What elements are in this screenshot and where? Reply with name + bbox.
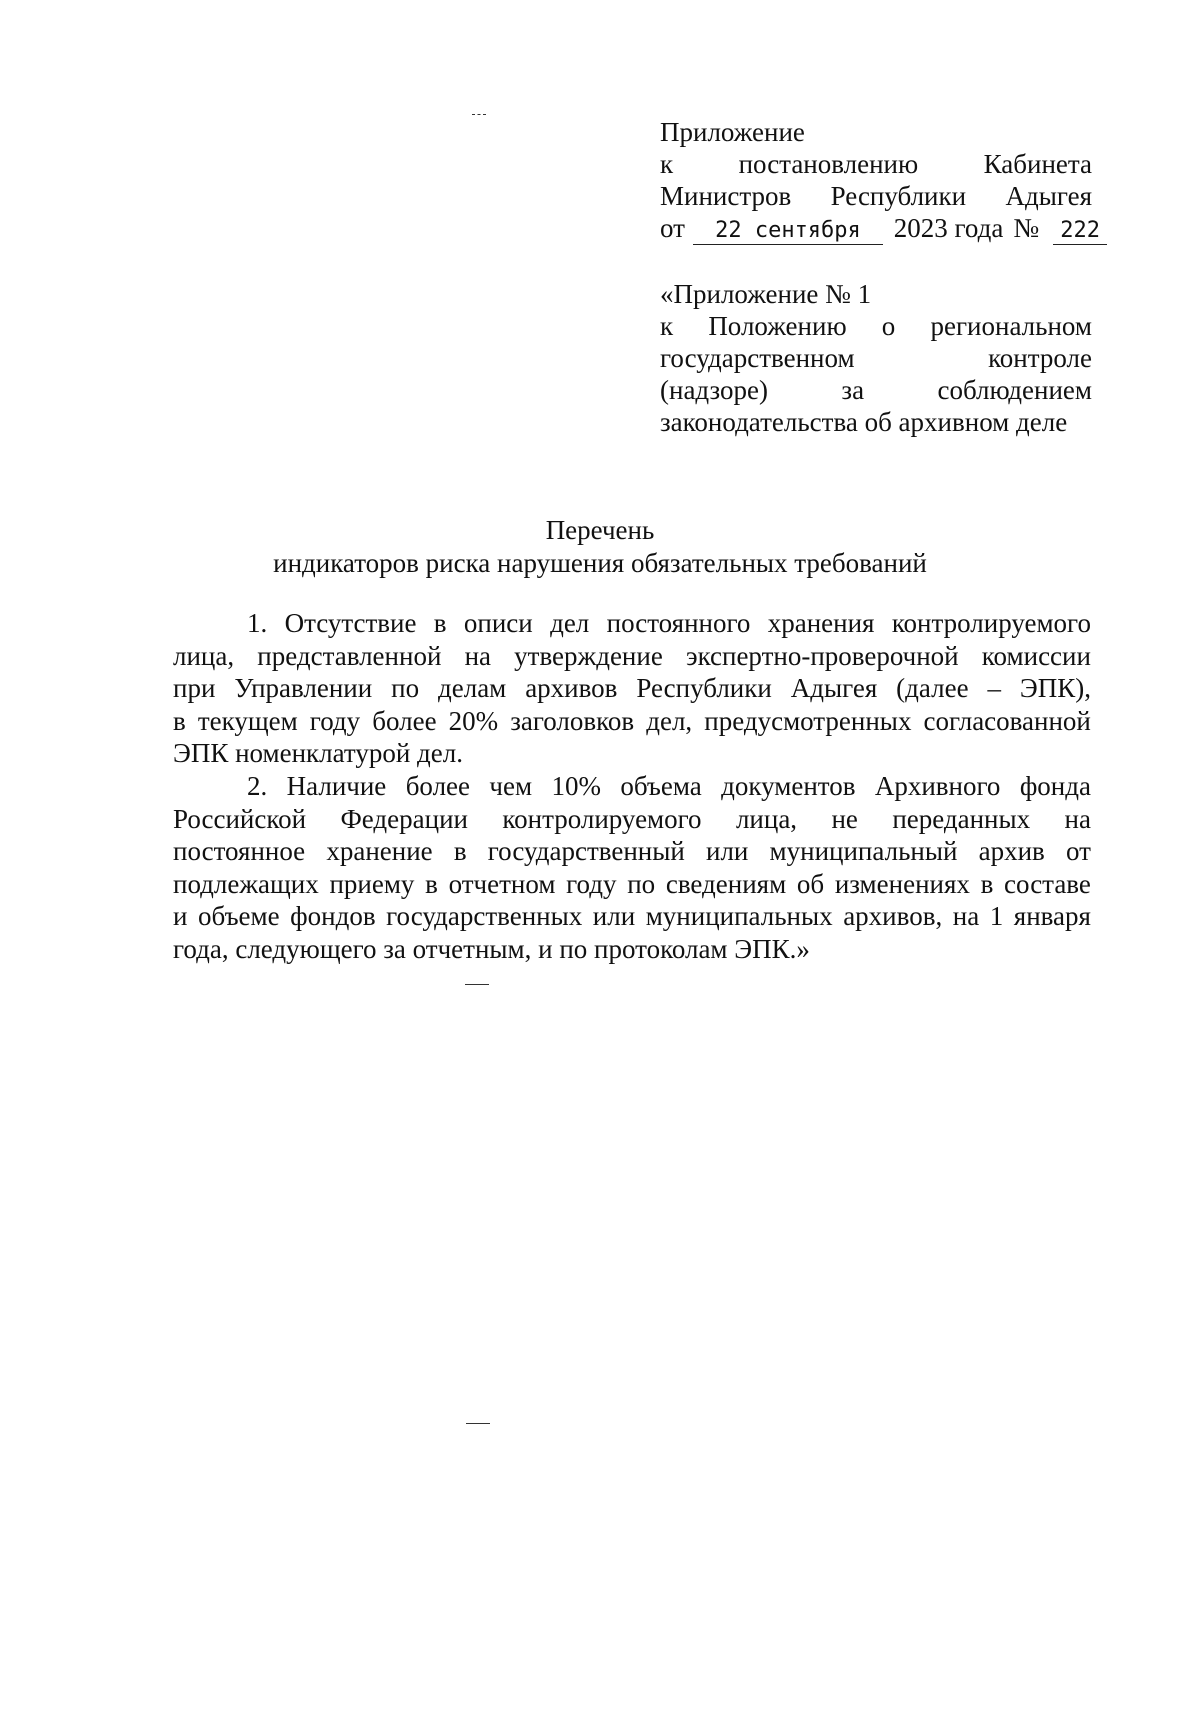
word: на bbox=[464, 640, 491, 671]
word: заголовков bbox=[510, 705, 635, 736]
word: не bbox=[831, 803, 858, 834]
word: 1. bbox=[247, 608, 268, 638]
word: хранения bbox=[767, 608, 875, 638]
word: о bbox=[881, 311, 896, 341]
word: при bbox=[173, 673, 216, 703]
word: описи bbox=[463, 608, 533, 638]
word: об bbox=[796, 868, 825, 899]
word: постановлению bbox=[738, 149, 919, 179]
word: Адыгея bbox=[790, 673, 878, 703]
paragraph-1-line-2 bbox=[173, 640, 1091, 673]
word: (надзоре) bbox=[660, 375, 768, 405]
paragraph-1-line-5: ЭПК номенклатурой дел. bbox=[173, 738, 463, 768]
word: от bbox=[1065, 836, 1091, 866]
word: объема bbox=[620, 771, 702, 801]
appendix-sub-line-1: «Приложение № 1 bbox=[660, 279, 872, 309]
word: контролируемого bbox=[502, 803, 702, 834]
appendix-header-line-4 bbox=[660, 212, 1100, 245]
word: более bbox=[405, 771, 471, 801]
word: архивов, bbox=[843, 901, 943, 931]
word: региональном bbox=[930, 311, 1092, 341]
number-fill-field: 222 bbox=[1053, 218, 1107, 245]
word: постоянное bbox=[173, 836, 306, 866]
word: более bbox=[372, 705, 437, 736]
word: фонда bbox=[1019, 771, 1091, 801]
word: 2. bbox=[247, 771, 268, 801]
word: предусмотренных bbox=[704, 705, 912, 736]
appendix-sub-line-2 bbox=[660, 310, 1092, 342]
word: к bbox=[660, 149, 674, 179]
document-subtitle: индикаторов риска нарушения обязательных требований bbox=[273, 548, 927, 578]
word: государственном bbox=[660, 343, 855, 373]
paragraph-2-line-6: года, следующего за отчетным, и по протоколам ЭПК.» bbox=[173, 933, 810, 964]
word: или bbox=[706, 836, 749, 866]
word: постоянного bbox=[606, 608, 751, 638]
word: Адыгея bbox=[1005, 181, 1092, 211]
paragraph-2-line-1 bbox=[173, 770, 1091, 803]
word: муниципальный bbox=[769, 836, 958, 866]
word: – bbox=[987, 673, 1001, 703]
word: по bbox=[627, 868, 656, 899]
word: Министров bbox=[660, 181, 792, 211]
word: изменениях bbox=[834, 868, 970, 899]
word: за bbox=[841, 375, 865, 405]
word: 10% bbox=[551, 771, 601, 801]
appendix-sub-line-3 bbox=[660, 342, 1092, 374]
word: Положению bbox=[708, 311, 847, 341]
word: Кабинета bbox=[983, 149, 1092, 179]
paragraph-2-line-5 bbox=[173, 900, 1091, 933]
word: экспертно-проверочной bbox=[685, 640, 959, 671]
word: делам bbox=[438, 673, 507, 703]
word: дел, bbox=[646, 705, 693, 736]
word: (далее bbox=[896, 673, 969, 703]
paragraph-1 bbox=[173, 607, 1091, 770]
word: представленной bbox=[257, 640, 442, 671]
paragraph-2-line-2 bbox=[173, 803, 1091, 836]
word: соблюдением bbox=[937, 375, 1092, 405]
paragraph-2-line-3 bbox=[173, 835, 1091, 868]
word: Наличие bbox=[286, 771, 387, 801]
word: утверждение bbox=[514, 640, 663, 671]
appendix-header-block bbox=[660, 116, 1100, 245]
scan-mark-middle bbox=[465, 984, 489, 985]
date-prefix: от bbox=[660, 213, 685, 243]
word: лица, bbox=[173, 640, 235, 671]
word: году bbox=[566, 868, 617, 899]
word: или bbox=[592, 901, 636, 931]
appendix-sub-line-4 bbox=[660, 374, 1092, 406]
word: архивов bbox=[525, 673, 618, 703]
word: Федерации bbox=[340, 803, 468, 834]
word: приему bbox=[329, 868, 415, 899]
word: согласованной bbox=[923, 705, 1091, 736]
word: году bbox=[309, 705, 361, 736]
appendix-header-line-3 bbox=[660, 180, 1092, 212]
word: отчетном bbox=[448, 868, 556, 899]
word: 1 bbox=[989, 901, 1004, 931]
word: Республики bbox=[830, 181, 967, 211]
word: текущем bbox=[197, 705, 298, 736]
word: Архивного bbox=[874, 771, 1001, 801]
word: на bbox=[1064, 803, 1091, 834]
paragraph-1-line-1 bbox=[173, 607, 1091, 640]
word: подлежащих bbox=[173, 868, 319, 899]
word: Отсутствие bbox=[284, 608, 417, 638]
word: в bbox=[173, 705, 186, 736]
word: Республики bbox=[636, 673, 772, 703]
word: чем bbox=[489, 771, 533, 801]
scan-mark-top bbox=[472, 114, 486, 115]
word: по bbox=[391, 673, 420, 703]
word: в bbox=[433, 608, 447, 638]
word: переданных bbox=[892, 803, 1031, 834]
word: муниципальных bbox=[645, 901, 833, 931]
word: контролируемого bbox=[891, 608, 1091, 638]
appendix-sub-block bbox=[660, 278, 1092, 438]
word: 20% bbox=[448, 705, 499, 736]
word: к bbox=[660, 311, 674, 341]
paragraph-2-line-4 bbox=[173, 868, 1091, 901]
paragraph-1-line-4 bbox=[173, 705, 1091, 738]
word: составе bbox=[1004, 868, 1091, 899]
year-text: 2023 года bbox=[893, 213, 1004, 243]
word: Российской bbox=[173, 803, 307, 834]
scan-mark-bottom bbox=[466, 1423, 490, 1424]
word: и bbox=[173, 901, 188, 931]
word: Управлении bbox=[234, 673, 373, 703]
word: государственных bbox=[386, 901, 583, 931]
paragraph-1-line-3 bbox=[173, 672, 1091, 705]
word: хранение bbox=[326, 836, 433, 866]
word: в bbox=[980, 868, 994, 899]
word: января bbox=[1013, 901, 1091, 931]
appendix-sub-line-5: законодательства об архивном деле bbox=[660, 407, 1068, 437]
word: ЭПК), bbox=[1019, 673, 1091, 703]
word: в bbox=[425, 868, 438, 899]
word: комиссии bbox=[981, 640, 1091, 671]
word: контроле bbox=[988, 343, 1092, 373]
word: на bbox=[952, 901, 980, 931]
appendix-header-line-2 bbox=[660, 148, 1092, 180]
word: архив bbox=[978, 836, 1045, 866]
word: лица, bbox=[735, 803, 798, 834]
word: в bbox=[453, 836, 467, 866]
word: фондов bbox=[290, 901, 376, 931]
word: объеме bbox=[198, 901, 280, 931]
word: дел bbox=[550, 608, 590, 638]
date-fill-field: 22 сентября bbox=[693, 218, 883, 245]
word: документов bbox=[721, 771, 856, 801]
appendix-header-line-1: Приложение bbox=[660, 117, 805, 147]
number-sign: № bbox=[1013, 213, 1040, 243]
word: государственный bbox=[487, 836, 685, 866]
document-title: Перечень bbox=[545, 515, 655, 545]
paragraph-2 bbox=[173, 770, 1091, 965]
word: сведениям bbox=[665, 868, 787, 899]
